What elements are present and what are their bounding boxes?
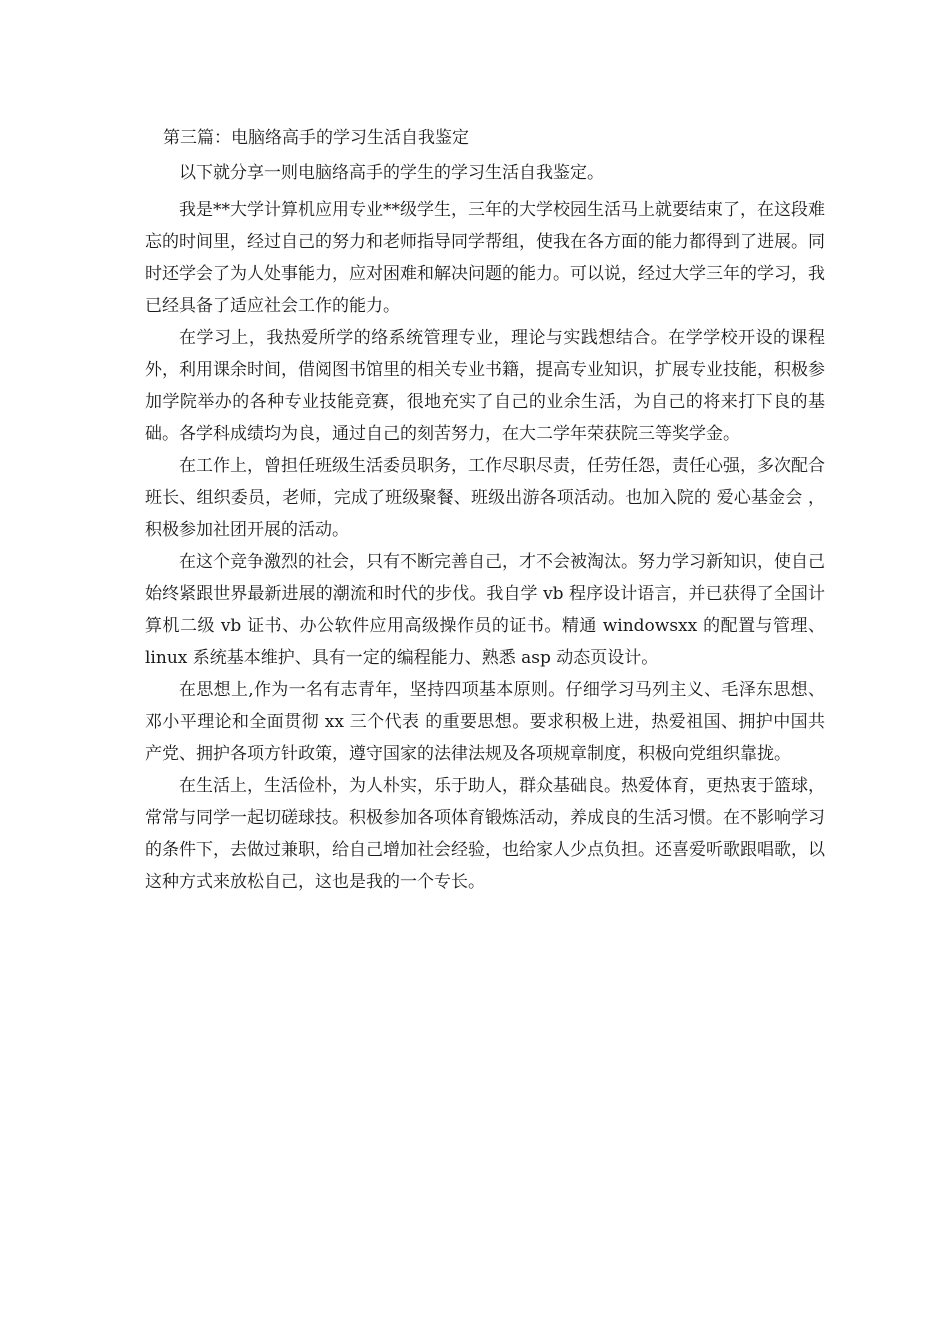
document-body bbox=[145, 122, 825, 898]
intro-paragraph: 以下就分享一则电脑络高手的学生的学习生活自我鉴定。 bbox=[179, 163, 604, 183]
self-introduction-paragraph: 我是**大学计算机应用专业**级学生，三年的大学校园生活马上就要结束了，在这段难忘的时间里，经过自己的努力和老师指导同学帮组，使我在各方面的能力都得到了进展。同时还学会了为人处事能力，应对困难和解决问题的能力。可以说，经过大学三年的学习，我已经具备了适应社会工作的能力。 bbox=[145, 200, 825, 316]
work-paragraph: 在工作上，曾担任班级生活委员职务，工作尽职尽责，任劳任怨，责任心强，多次配合班长、组织委员，老师，完成了班级聚餐、班级出游各项活动。也加入院的 爱心基金会 ，积极参加社团开展的活动。 bbox=[145, 456, 825, 540]
skills-paragraph: 在这个竞争激烈的社会，只有不断完善自己，才不会被淘汰。努力学习新知识，使自己始终紧跟世界最新进展的潮流和时代的步伐。我自学 vb 程序设计语言，并已获得了全国计算机二级 vb 证书、办公软件应用高级操作员的证书。精通 windowsxx 的配置与管理、linux 系统基本维护、具有一定的编程能力、熟悉 asp 动态页设计。 bbox=[145, 552, 825, 668]
life-paragraph: 在生活上，生活俭朴，为人朴实，乐于助人，群众基础良。热爱体育，更热衷于篮球，常常与同学一起切磋球技。积极参加各项体育锻炼活动，养成良的生活习惯。在不影响学习的条件下，去做过兼职，给自己增加社会经验，也给家人少点负担。还喜爱听歌跟唱歌，以这种方式来放松自己，这也是我的一个专长。 bbox=[145, 776, 825, 892]
document-title: 第三篇：电脑络高手的学习生活自我鉴定 bbox=[163, 128, 469, 148]
study-paragraph: 在学习上，我热爱所学的络系统管理专业，理论与实践想结合。在学学校开设的课程外，利用课余时间，借阅图书馆里的相关专业书籍，提高专业知识，扩展专业技能，积极参加学院举办的各种专业技能竞赛，很地充实了自己的业余生活，为自己的将来打下良的基础。各学科成绩均为良，通过自己的刻苦努力，在大二学年荣获院三等奖学金。 bbox=[145, 328, 825, 444]
ideology-paragraph: 在思想上,作为一名有志青年，坚持四项基本原则。仔细学习马列主义、毛泽东思想、邓小平理论和全面贯彻 xx 三个代表 的重要思想。要求积极上进，热爱祖国、拥护中国共产党、拥护各项方针政策，遵守国家的法律法规及各项规章制度，积极向党组织靠拢。 bbox=[145, 680, 825, 764]
